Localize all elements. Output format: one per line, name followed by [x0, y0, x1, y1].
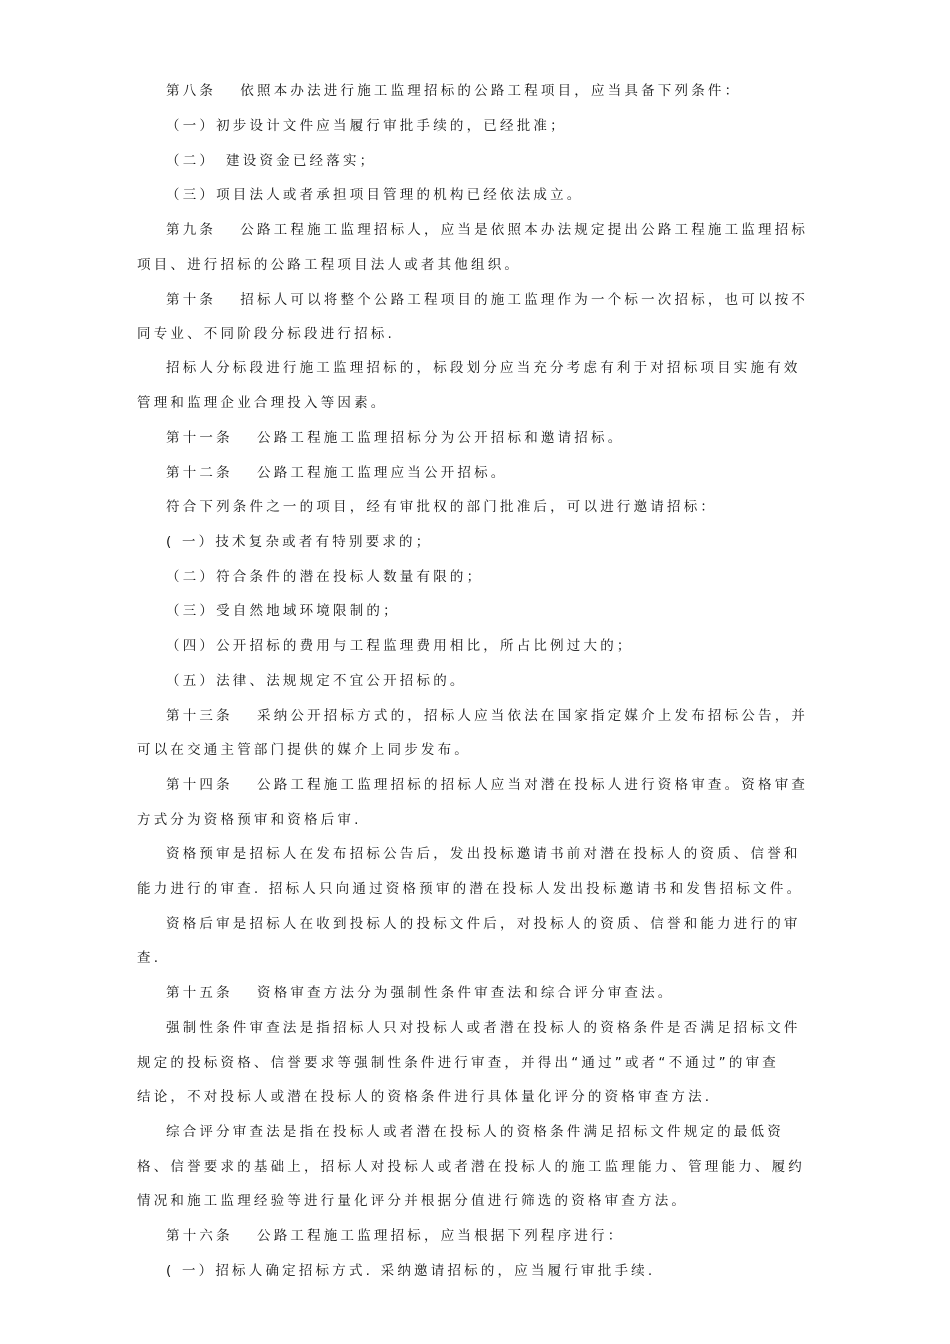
text-line: （三）项目法人或者承担项目管理的机构已经依法成立。: [166, 187, 584, 203]
text-line: 招标人分标段进行施工监理招标的，标段划分应当充分考虑有利于对招标项目实施有效: [166, 360, 801, 376]
text-line: 综合评分审查法是指在投标人或者潜在投标人的资格条件满足招标文件规定的最低资: [166, 1124, 784, 1140]
text-line: 第十一条 公路工程施工监理招标分为公开招标和邀请招标。: [166, 430, 625, 446]
text-line: 第八条 依照本办法进行施工监理招标的公路工程项目，应当具备下列条件：: [166, 83, 742, 99]
text-line: 第十条 招标人可以将整个公路工程项目的施工监理作为一个标一次招标，也可以按不: [166, 292, 809, 308]
text-line: 第十二条 公路工程施工监理应当公开招标。: [166, 465, 508, 481]
text-line: 规定的投标资格、信誉要求等强制性条件进行审查，并得出“通过”或者“不通过”的审查: [137, 1055, 779, 1071]
text-line: （二） 建设资金已经落实；: [166, 153, 377, 169]
text-line: 格、信誉要求的基础上，招标人对投标人或者潜在投标人的施工监理能力、管理能力、履约: [137, 1159, 805, 1175]
text-line: （四）公开招标的费用与工程监理费用相比，所占比例过大的；: [166, 638, 634, 654]
text-line: 查.: [137, 950, 162, 966]
text-line: 第十四条 公路工程施工监理招标的招标人应当对潜在投标人进行资格审查。资格审查: [166, 777, 809, 793]
text-line: ( 一）技术复杂或者有特别要求的；: [166, 534, 433, 550]
text-line: 符合下列条件之一的项目，经有审批权的部门批准后，可以进行邀请招标：: [166, 499, 718, 515]
text-line: 第十五条 资格审查方法分为强制性条件审查法和综合评分审查法。: [166, 985, 675, 1001]
text-line: 情况和施工监理经验等进行量化评分并根据分值进行筛选的资格审查方法。: [137, 1193, 689, 1209]
text-line: 第九条 公路工程施工监理招标人，应当是依照本办法规定提出公路工程施工监理招标: [166, 222, 809, 238]
text-line: 资格后审是招标人在收到投标人的投标文件后，对投标人的资质、信誉和能力进行的审: [166, 916, 801, 932]
text-line: （一）初步设计文件应当履行审批手续的，已经批准；: [166, 118, 567, 134]
text-line: 项目、进行招标的公路工程项目法人或者其他组织。: [137, 257, 522, 273]
text-line: 结论，不对投标人或潜在投标人的资格条件进行具体量化评分的资格审查方法.: [137, 1089, 713, 1105]
text-line: 能力进行的审查. 招标人只向通过资格预审的潜在投标人发出投标邀请书和发售招标文件。: [137, 881, 804, 897]
text-line: 强制性条件审查法是指招标人只对投标人或者潜在投标人的资格条件是否满足招标文件: [166, 1020, 801, 1036]
text-line: 可以在交通主管部门提供的媒介上同步发布。: [137, 742, 471, 758]
text-line: （五）法律、法规规定不宜公开招标的。: [166, 673, 467, 689]
text-line: 管理和监理企业合理投入等因素。: [137, 395, 388, 411]
text-line: ( 一）招标人确定招标方式. 采纳邀请招标的，应当履行审批手续.: [166, 1263, 656, 1279]
text-line: 第十三条 采纳公开招标方式的，招标人应当依法在国家指定媒介上发布招标公告，并: [166, 708, 809, 724]
text-line: 同专业、不同阶段分标段进行招标.: [137, 326, 395, 342]
text-line: （三）受自然地域环境限制的；: [166, 603, 400, 619]
text-line: 方式分为资格预审和资格后审.: [137, 812, 362, 828]
text-line: 第十六条 公路工程施工监理招标，应当根据下列程序进行：: [166, 1228, 625, 1244]
text-line: 资格预审是招标人在发布招标公告后，发出投标邀请书前对潜在投标人的资质、信誉和: [166, 846, 801, 862]
text-line: （二）符合条件的潜在投标人数量有限的；: [166, 569, 484, 585]
